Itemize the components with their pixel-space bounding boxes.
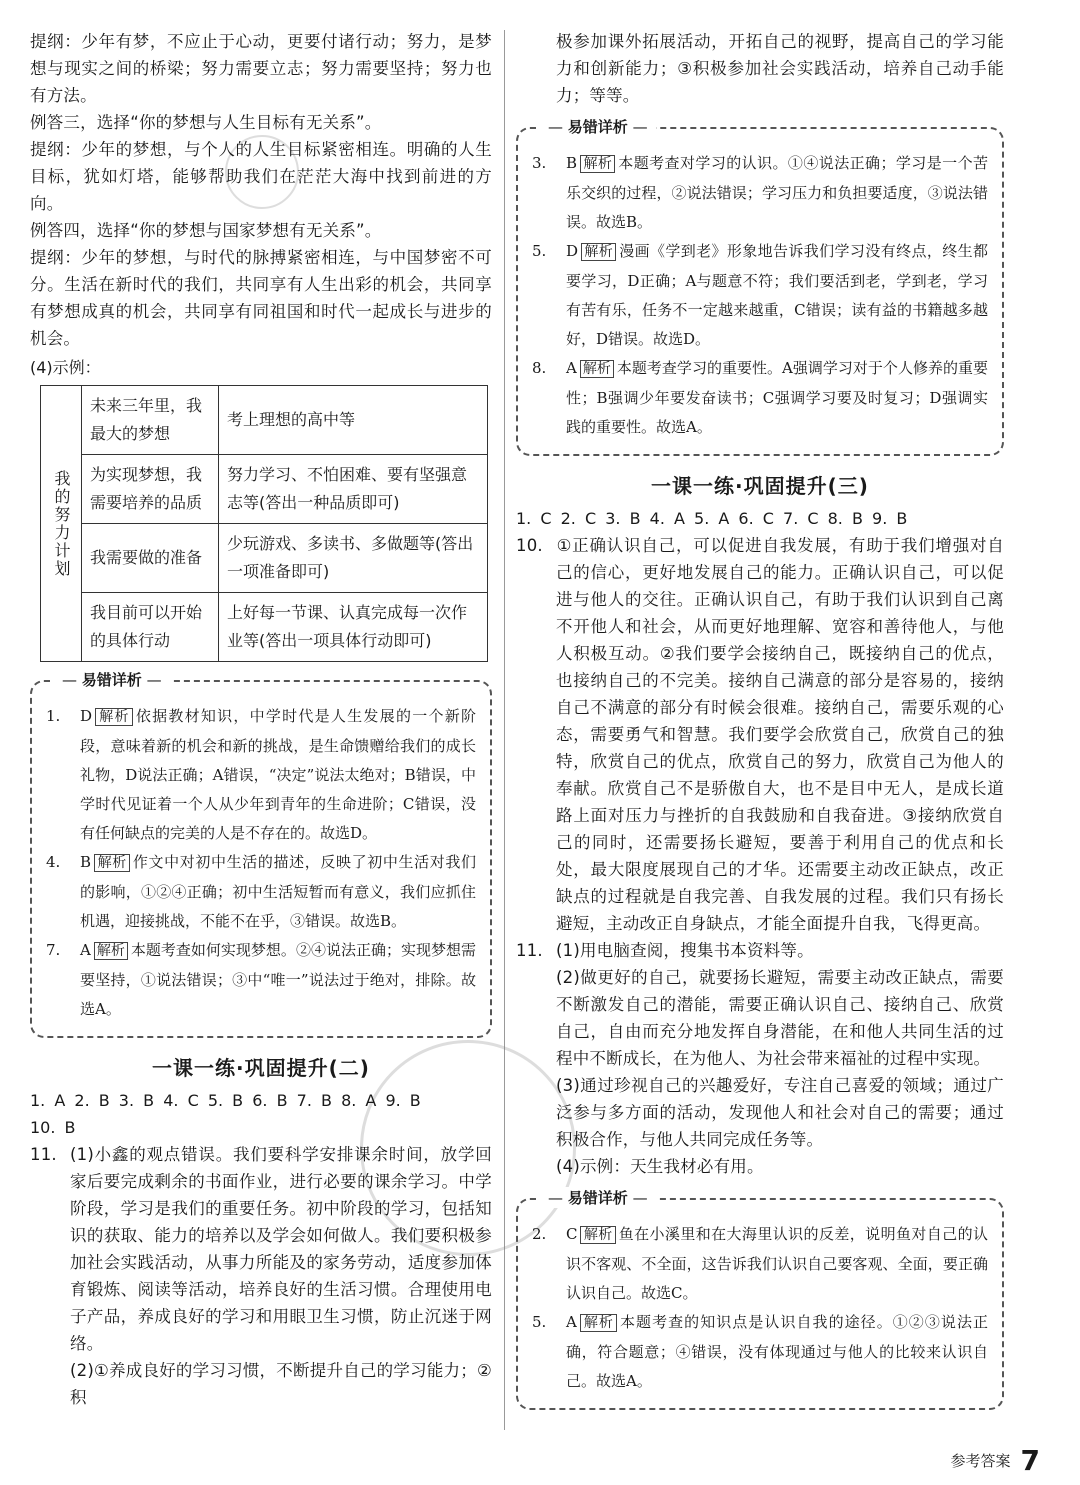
item-text: 鱼在小溪里和在大海里认识的反差，说明鱼对自己的认识不客观、不全面，这告诉我们认识自己要客观、全面，要正确认识自己。故选C。 <box>566 1225 988 1302</box>
error-item <box>532 149 988 237</box>
analysis-badge: 解析 <box>580 1314 617 1332</box>
item-text: 本题考查如何实现梦想。②④说法正确；实现梦想需要坚持，①说法错误；③中“唯一”说法过于绝对，排除。故选A。 <box>80 941 477 1018</box>
example-answer-3: 例答三，选择“你的梦想与人生目标有无关系”。 <box>30 113 382 132</box>
item-text: (1)用电脑查阅，搜集书本资料等。 <box>556 941 814 960</box>
section-heading: 一课一练·巩固提升(三) <box>651 474 869 498</box>
example-answer-4: 例答四，选择“你的梦想与国家梦想有无关系”。 <box>30 221 382 240</box>
item-number: 7. <box>46 941 61 959</box>
error-item <box>46 936 476 1024</box>
table-cell-answer: 努力学习、不怕困难、要有坚强意志等(答出一种品质即可) <box>219 455 488 524</box>
question-11-part2: (2)做更好的自己，就要扬长避短，需要主动改正缺点，需要不断激发自己的潜能，需要正确认识自己、接纳自己、欣赏自己，自由而充分地发挥自身潜能，在和他人共同生活的过程中不断成长，在为他人、为社会带来福祉的过程中实现。 <box>556 968 1004 1068</box>
error-analysis-tag: — 易错详析 — <box>540 1187 656 1208</box>
item-answer: B <box>80 853 92 871</box>
item-answer: A <box>566 359 577 377</box>
analysis-badge: 解析 <box>580 360 614 378</box>
table-cell-question: 为实现梦想，我需要培养的品质 <box>82 455 219 524</box>
analysis-badge: 解析 <box>581 243 616 261</box>
item-number: 5. <box>532 1313 547 1331</box>
error-analysis-box <box>30 671 492 1038</box>
item-number: 11. <box>516 941 543 960</box>
item-answer: D <box>566 242 579 260</box>
item-text: 本题考查对学习的认识。①④说法正确；学习是一个苦乐交织的过程，②说法错误；学习压力和负担要适度，③说法错误。故选B。 <box>566 154 988 231</box>
table-cell-answer: 少玩游戏、多读书、多做题等(答出一项准备即可) <box>219 524 488 593</box>
item-text: (1)小鑫的观点错误。我们要科学安排课余时间，放学回家后要完成剩余的书面作业，进行必要的课余学习。中学阶段，学习是我们的重要任务。初中阶段的学习，包括知识的获取、能力的培养以及学会如何做人。我们要积极参加社会实践活动，从事力所能及的家务劳动，适度参加体育锻炼、阅读等活动，培养良好的生活习惯。合理使用电子产品，养成良好的学习和用眼卫生习惯，防止沉迷于网络。 <box>70 1145 492 1353</box>
error-item <box>46 848 476 936</box>
table-cell-question: 未来三年里，我最大的梦想 <box>82 386 219 455</box>
item-number: 10. <box>516 536 543 555</box>
item-text: 依据教材知识，中学时代是人生发展的一个新阶段，意味着新的机会和新的挑战，是生命馈赠给我们的成长礼物，D说法正确；A错误，“决定”说法太绝对；B错误，中学时代见证着一个人从少年到青年的生命进阶；C错误，没有任何缺点的完美的人是不存在的。故选D。 <box>80 707 476 842</box>
item-number: 4. <box>46 853 61 871</box>
question-11-part4: (4)示例：天生我材必有用。 <box>556 1157 764 1176</box>
page-number: 7 <box>1020 1444 1040 1477</box>
analysis-badge: 解析 <box>580 155 615 173</box>
error-analysis-tag: — 易错详析 — <box>540 116 656 137</box>
error-item <box>532 354 988 442</box>
table-vertical-label: 我的努力计划 <box>41 386 82 662</box>
outline-paragraph: 提纲：少年的梦想，与时代的脉搏紧密相连，与中国梦密不可分。生活在新时代的我们，共同享有人生出彩的机会，共同享有梦想成真的机会，共同享有同祖国和时代一起成长与进步的机会。 <box>30 248 492 348</box>
item-text: ①正确认识自己，可以促进自我发展，有助于我们增强对自己的信心，更好地发展自己的能力。正确认识自己，可以促进与他人的交往。正确认识自己，有助于我们认识到自己离不开他人和社会，从而更好地理解、宽容和善待他人，与他人积极互动。②我们要学会接纳自己，既接纳自己的优点，也接纳自己的不完美。接纳自己满意的部分是容易的，接纳自己不满意的部分有时候会很难。接纳自己，需要乐观的心态，需要勇气和智慧。我们要学会欣赏自己，欣赏自己的独特，欣赏自己的优点，欣赏自己的努力，欣赏自己为他人的奉献。欣赏自己不是骄傲自大，也不是目中无人，是成长道路上面对压力与挫折的自我鼓励和自我奋进。③接纳欣赏自己的同时，还需要扬长避短，要善于利用自己的优点和长处，最大限度展现自己的才华。还需要主动改正缺点，改正缺点的过程就是自我完善、自我发展的过程。我们只有扬长避短，主动改正自身缺点，才能全面提升自我，飞得更高。 <box>556 536 1004 933</box>
table-cell-answer: 考上理想的高中等 <box>219 386 488 455</box>
item-number: 5. <box>532 242 547 260</box>
error-analysis-box <box>516 118 1004 456</box>
continued-paragraph: 极参加课外拓展活动，开拓自己的视野，提高自己的学习能力和创新能力；③积极参加社会实践活动，培养自己动手能力；等等。 <box>556 32 1004 105</box>
item-answer: A <box>566 1313 577 1331</box>
analysis-badge: 解析 <box>94 854 130 872</box>
section-heading: 一课一练·巩固提升(二) <box>152 1056 370 1080</box>
item-number: 1. <box>46 707 61 725</box>
analysis-badge: 解析 <box>580 1226 615 1244</box>
answer-key-line: 1. C 2. C 3. B 4. A 5. A 6. C 7. C 8. B 9. B <box>516 509 908 528</box>
item-text: 作文中对初中生活的描述，反映了初中生活对我们的影响，①②④正确；初中生活短暂而有意义，我们应抓住机遇，迎接挑战，不能不在乎，③错误。故选B。 <box>80 853 476 930</box>
analysis-badge: 解析 <box>94 942 128 960</box>
effort-plan-table <box>40 385 488 662</box>
item-number: 3. <box>532 154 547 172</box>
item-text: 漫画《学到老》形象地告诉我们学习没有终点，终生都要学习，D正确；A与题意不符；我们要活到老，学到老，学习有苦有乐，任务不一定越来越重，C错误；读有益的书籍越多越好，D错误。故选D。 <box>566 242 988 348</box>
item-answer: B <box>566 154 578 172</box>
answer-10: 10. B <box>30 1118 76 1137</box>
item-number: 2. <box>532 1225 547 1243</box>
item-answer: A <box>80 941 91 959</box>
footer-label: 参考答案 <box>950 1452 1011 1470</box>
item-answer: C <box>566 1225 578 1243</box>
question-11-answer <box>30 1141 492 1357</box>
answer-key-line: 1. A 2. B 3. B 4. C 5. B 6. B 7. B 8. A 9. B <box>30 1091 421 1110</box>
error-item <box>532 1220 988 1308</box>
analysis-badge: 解析 <box>95 708 133 726</box>
table-cell-answer: 上好每一节课、认真完成每一次作业等(答出一项具体行动即可) <box>219 593 488 662</box>
error-analysis-tag: — 易错详析 — <box>54 669 170 690</box>
outline-paragraph: 提纲：少年的梦想，与个人的人生目标紧密相连。明确的人生目标，犹如灯塔，能够帮助我们在茫茫大海中找到前进的方向。 <box>30 140 492 213</box>
error-item <box>46 702 476 848</box>
question-11-part2: (2)①养成良好的学习习惯，不断提升自己的学习能力；②积 <box>70 1361 492 1407</box>
table-cell-question: 我目前可以开始的具体行动 <box>82 593 219 662</box>
item-text: 本题考查学习的重要性。A强调学习对于个人修养的重要性；B强调少年要发奋读书；C强调学习要及时复习；D强调实践的重要性。故选A。 <box>566 359 989 436</box>
question-10-answer <box>516 532 1004 937</box>
error-item <box>532 1308 988 1396</box>
item-number: 8. <box>532 359 547 377</box>
outline-paragraph: 提纲：少年有梦，不应止于心动，更要付诸行动；努力，是梦想与现实之间的桥梁；努力需要立志；努力需要坚持；努力也有方法。 <box>30 32 492 105</box>
page-footer <box>951 1444 1041 1477</box>
item-text: 本题考查的知识点是认识自我的途径。①②③说法正确，符合题意；④错误，没有体现通过与他人的比较来认识自己。故选A。 <box>566 1313 988 1390</box>
q4-label: (4)示例： <box>30 358 101 377</box>
question-11-part3: (3)通过珍视自己的兴趣爱好，专注自己喜爱的领域；通过广泛参与多方面的活动，发现他人和社会对自己的需要；通过积极合作，与他人共同完成任务等。 <box>556 1076 1004 1149</box>
error-item <box>532 237 988 354</box>
error-analysis-box <box>516 1189 1004 1410</box>
table-cell-question: 我需要做的准备 <box>82 524 219 593</box>
item-number: 11. <box>30 1145 57 1164</box>
left-column <box>30 28 492 1411</box>
right-column <box>516 28 1004 1424</box>
question-11-answer <box>516 937 1004 964</box>
item-answer: D <box>80 707 93 725</box>
